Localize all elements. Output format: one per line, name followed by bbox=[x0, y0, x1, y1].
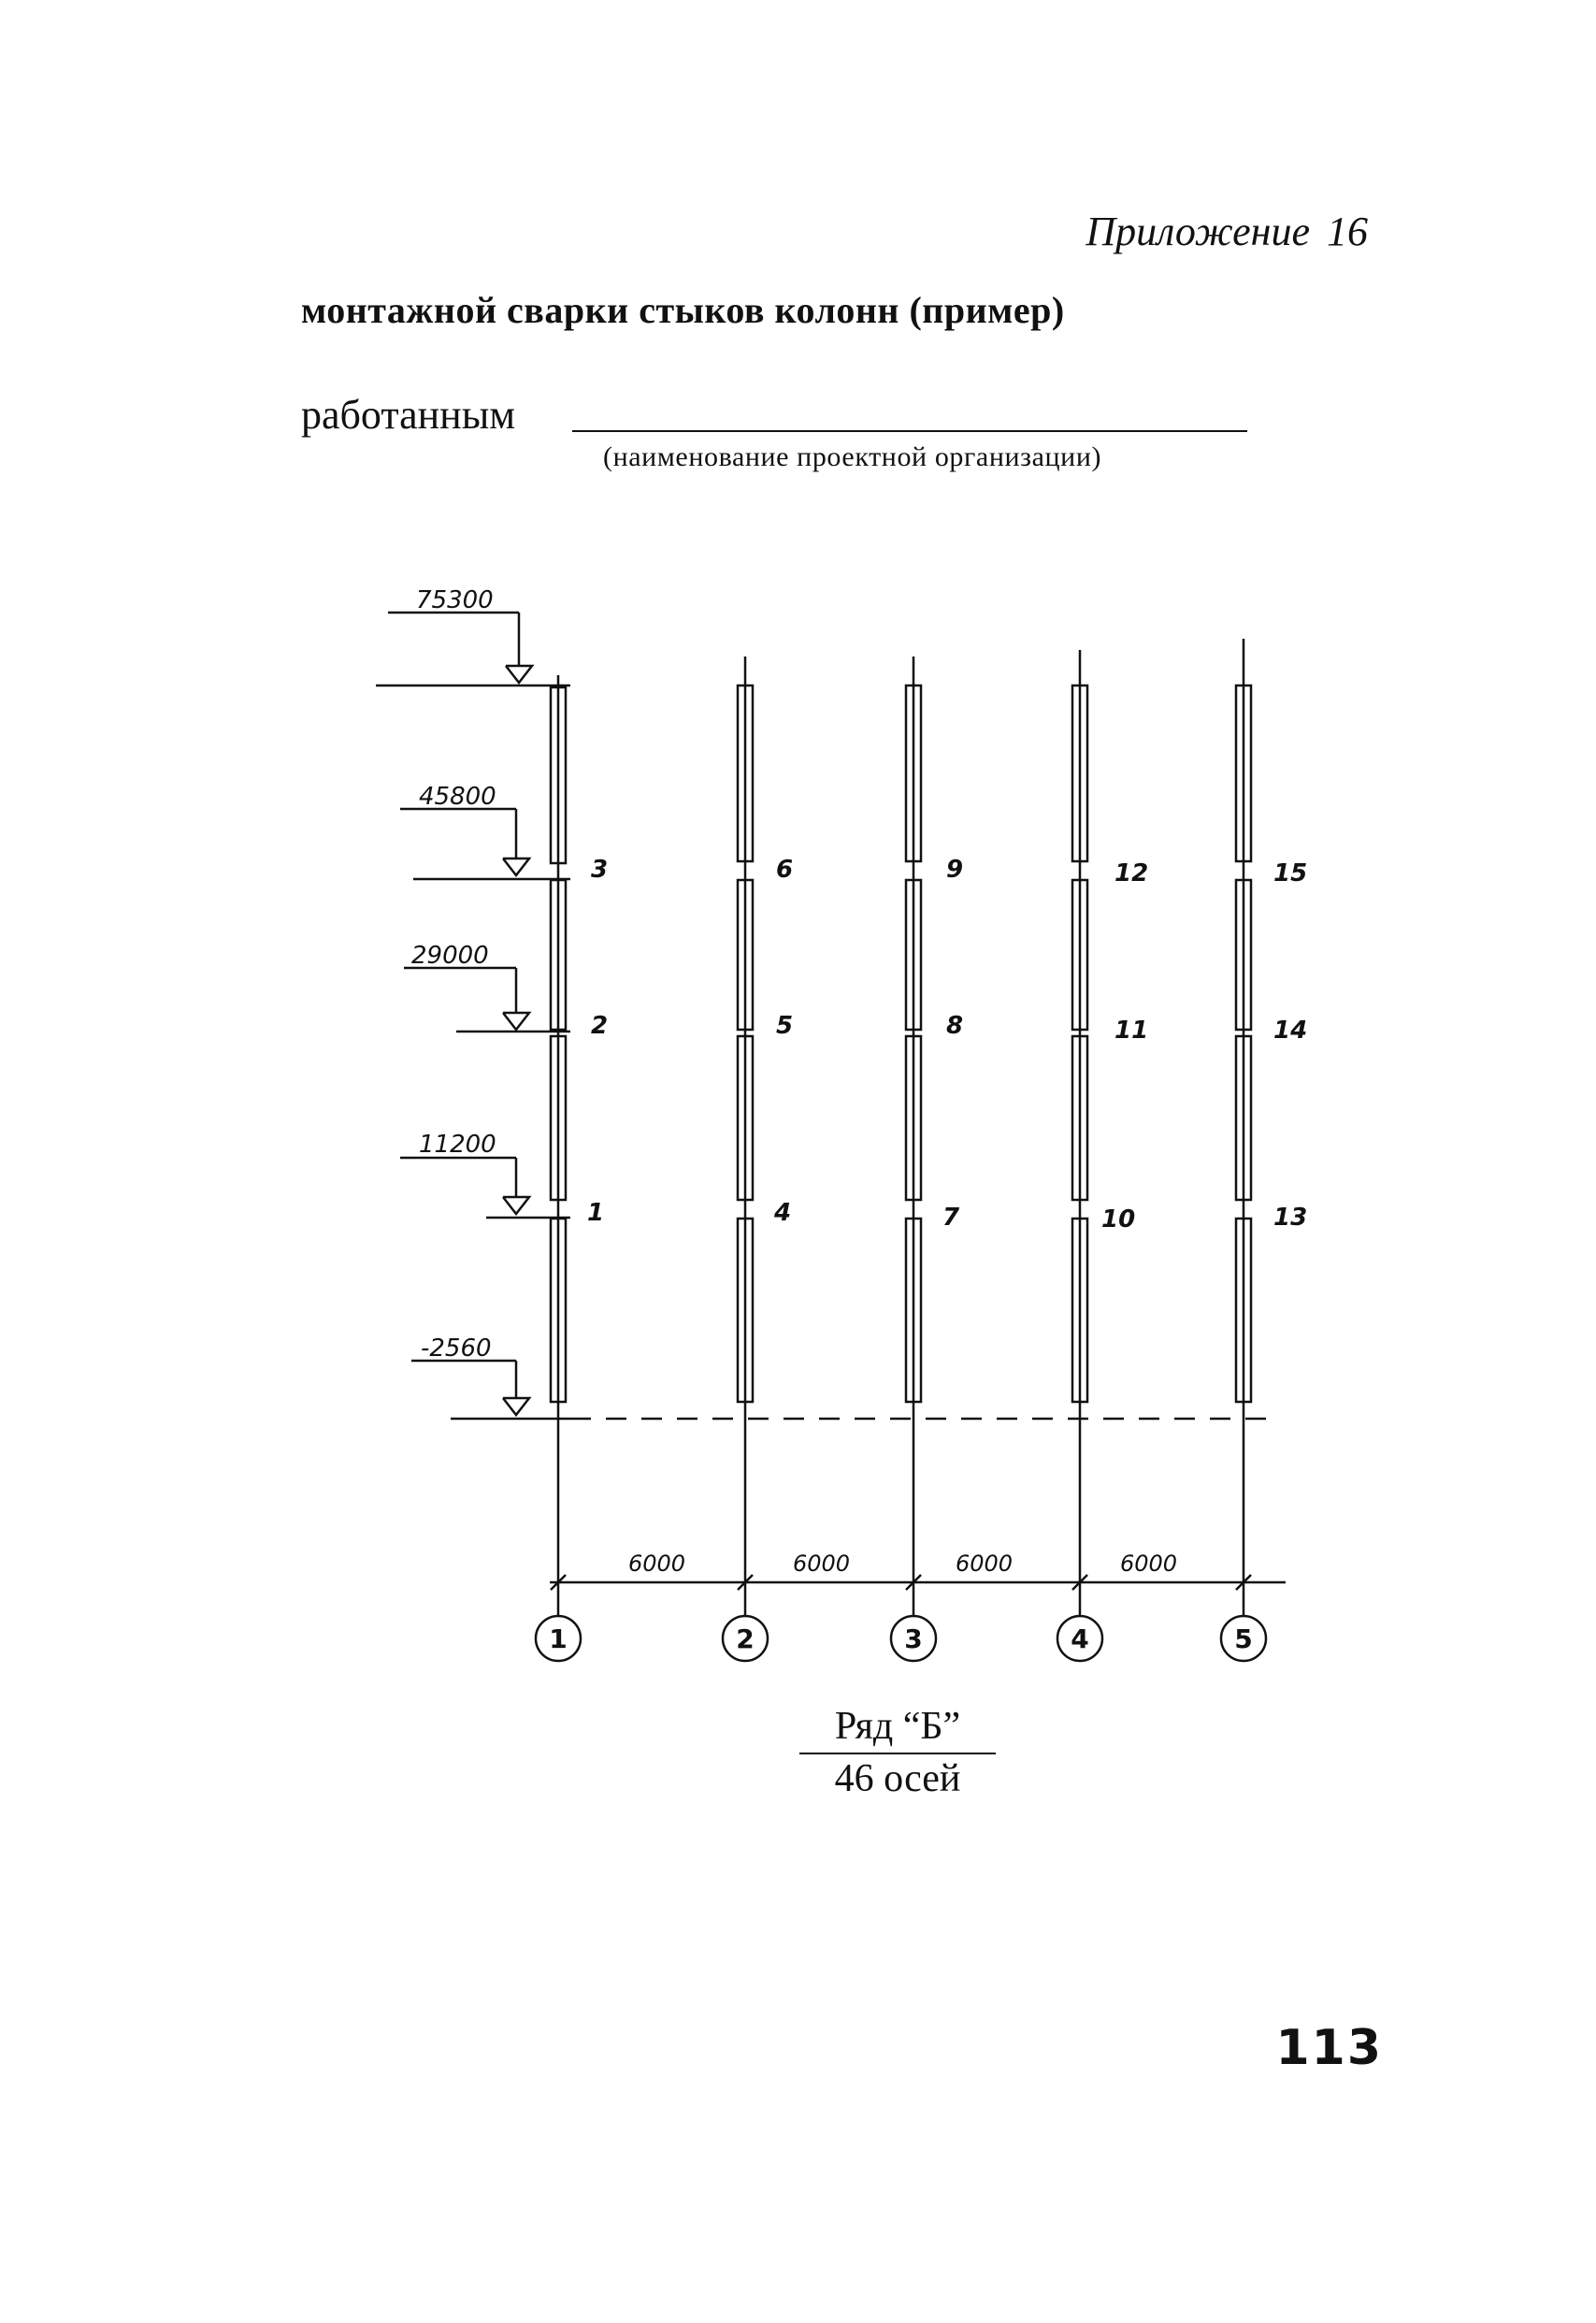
joint-label: 7 bbox=[942, 1204, 960, 1232]
elevation-label-3: 29000 bbox=[411, 942, 489, 970]
span-label-4: 6000 bbox=[1120, 1551, 1178, 1577]
joint-label: 14 bbox=[1273, 1017, 1308, 1045]
axis-label-1: 1 bbox=[549, 1623, 568, 1654]
joint-label: 10 bbox=[1101, 1205, 1136, 1234]
column-2 bbox=[738, 656, 753, 1582]
elevation-label-1: 75300 bbox=[416, 586, 494, 614]
appendix-number: 16 bbox=[1327, 209, 1368, 254]
joint-label: 9 bbox=[946, 856, 964, 884]
axis-label-5: 5 bbox=[1234, 1623, 1253, 1654]
joint-label: 2 bbox=[591, 1012, 609, 1040]
appendix-label: Приложение 16 bbox=[1086, 209, 1368, 254]
span-label-2: 6000 bbox=[793, 1551, 851, 1577]
joint-label: 4 bbox=[774, 1199, 792, 1227]
elevation-marker-11200 bbox=[400, 1158, 570, 1218]
axis-label-4: 4 bbox=[1071, 1623, 1089, 1654]
elevation-label-4: 11200 bbox=[419, 1131, 496, 1159]
joint-label: 5 bbox=[776, 1012, 794, 1040]
elevation-marker-29000 bbox=[404, 968, 570, 1032]
column-4 bbox=[1072, 650, 1087, 1582]
organization-caption: (наименование проектной организации) bbox=[603, 441, 1102, 472]
joint-label: 3 bbox=[591, 856, 609, 884]
joint-label: 1 bbox=[587, 1199, 605, 1227]
row-caption-axes: 46 осей bbox=[834, 1757, 961, 1800]
joint-label: 15 bbox=[1273, 859, 1308, 887]
axis-label-2: 2 bbox=[736, 1623, 755, 1654]
span-label-1: 6000 bbox=[628, 1551, 686, 1577]
joint-label: 6 bbox=[776, 856, 794, 884]
joint-label: 8 bbox=[946, 1012, 964, 1040]
document-heading: монтажной сварки стыков колонн (пример) bbox=[301, 289, 1065, 331]
joint-label: 11 bbox=[1114, 1017, 1149, 1045]
elevation-marker-minus-2560 bbox=[411, 1361, 570, 1419]
elevation-label-2: 45800 bbox=[419, 783, 496, 811]
column-5 bbox=[1236, 639, 1251, 1582]
row-caption-title: Ряд “Б” bbox=[799, 1704, 996, 1754]
joint-label: 12 bbox=[1114, 859, 1149, 887]
elevation-label-5: -2560 bbox=[421, 1335, 492, 1363]
joint-label: 13 bbox=[1273, 1204, 1308, 1232]
page-number: 113 bbox=[1275, 2020, 1383, 2076]
developed-by-label: работанным bbox=[301, 392, 516, 438]
column-1 bbox=[551, 675, 566, 1582]
elevation-marker-45800 bbox=[400, 809, 570, 879]
column-3 bbox=[906, 656, 921, 1582]
span-dimension-line bbox=[550, 1575, 1286, 1590]
axis-label-3: 3 bbox=[904, 1623, 923, 1654]
elevation-marker-75300 bbox=[376, 613, 570, 685]
span-label-3: 6000 bbox=[956, 1551, 1014, 1577]
row-caption bbox=[799, 1704, 996, 1801]
